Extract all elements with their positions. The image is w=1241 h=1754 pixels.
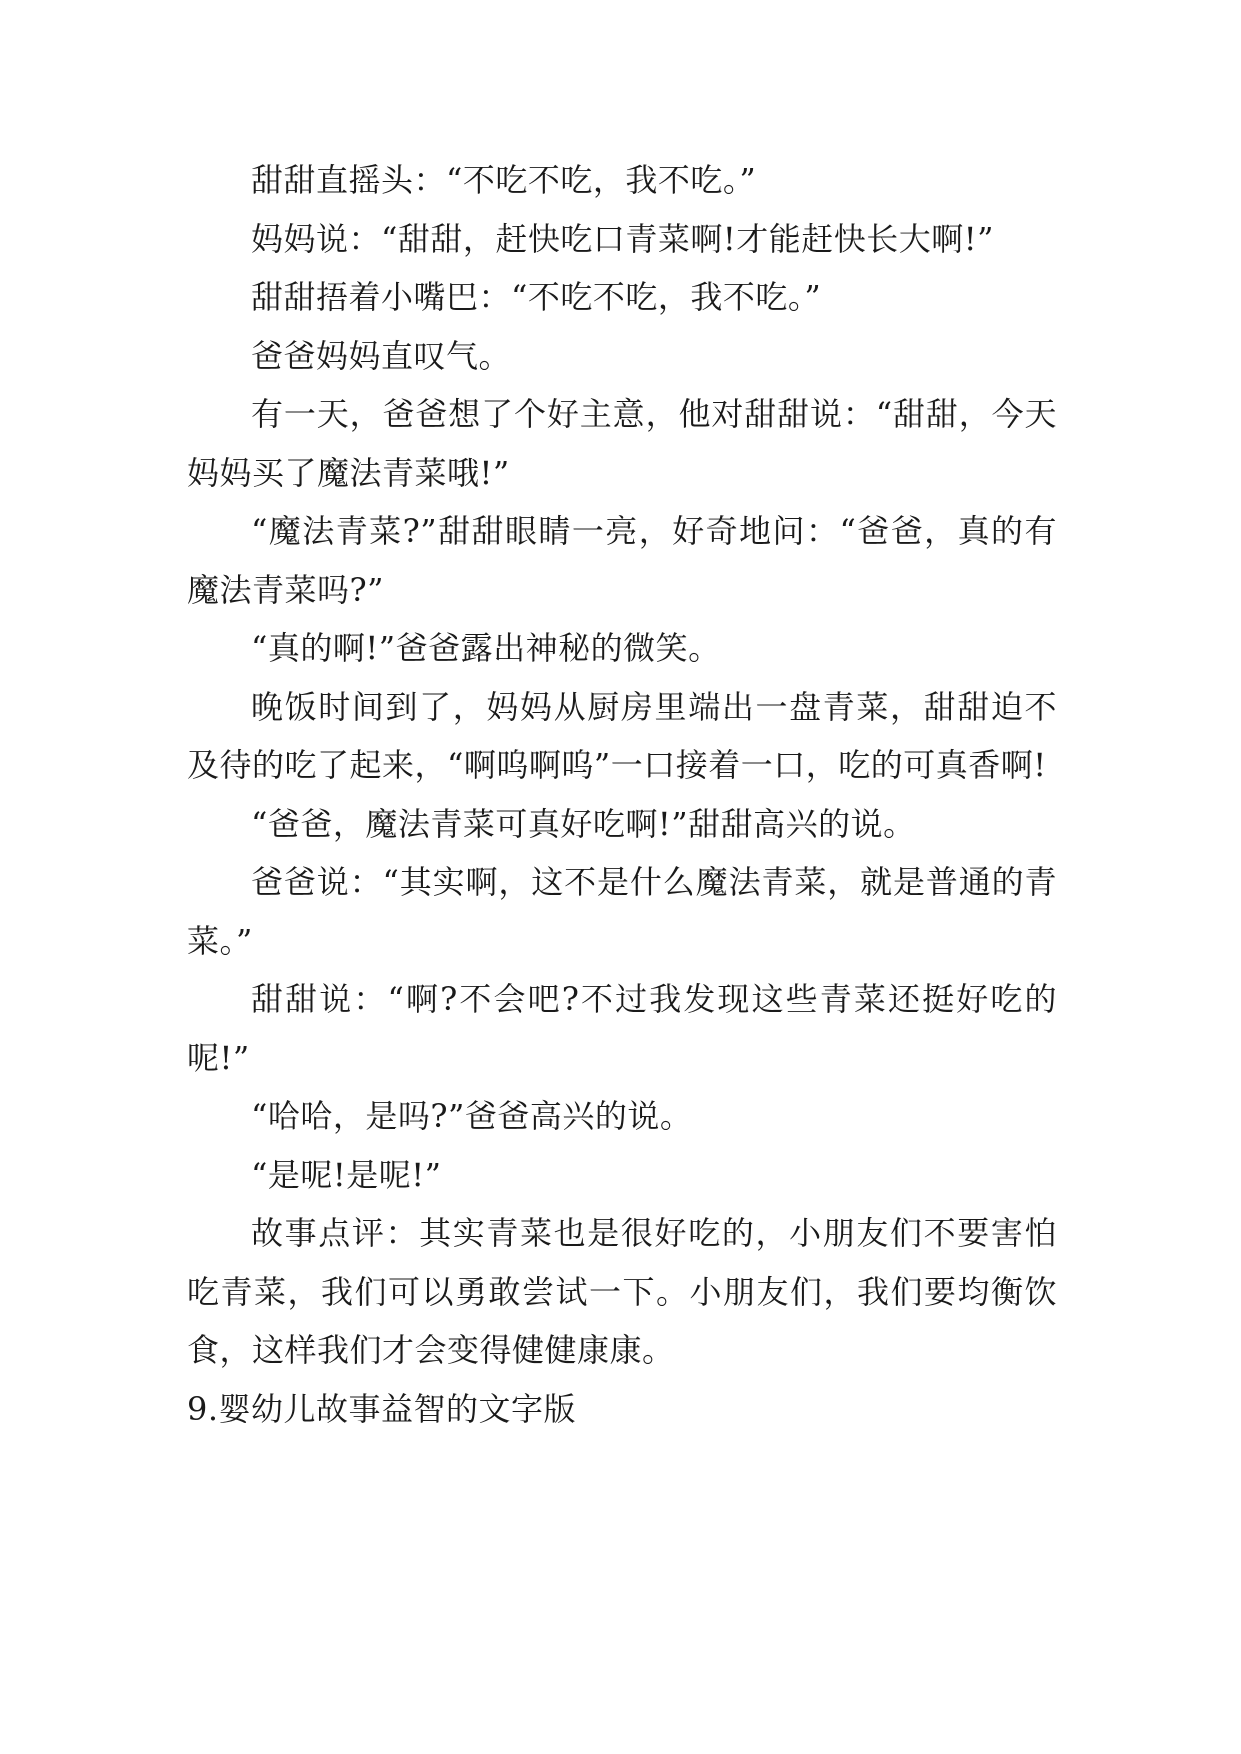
document-body — [187, 151, 1057, 1438]
section-heading: 9.婴幼儿故事益智的文字版 — [187, 1389, 577, 1428]
paragraph: 有一天，爸爸想了个好主意，他对甜甜说：“甜甜，今天妈妈买了魔法青菜哦!” — [187, 395, 1057, 492]
paragraph: “爸爸，魔法青菜可真好吃啊!”甜甜高兴的说。 — [251, 804, 916, 843]
paragraph: 甜甜说：“啊?不会吧?不过我发现这些青菜还挺好吃的呢!” — [187, 980, 1057, 1077]
paragraph: 甜甜捂着小嘴巴：“不吃不吃，我不吃。” — [251, 278, 822, 316]
paragraph: 甜甜直摇头：“不吃不吃，我不吃。” — [251, 161, 757, 199]
paragraph: 晚饭时间到了，妈妈从厨房里端出一盘青菜，甜甜迫不及待的吃了起来，“啊呜啊呜”一口接着一口，吃的可真香啊! — [187, 687, 1057, 784]
paragraph: 爸爸说：“其实啊，这不是什么魔法青菜，就是普通的青菜。” — [187, 863, 1057, 960]
paragraph: “魔法青菜?”甜甜眼睛一亮，好奇地问：“爸爸，真的有魔法青菜吗?” — [187, 512, 1057, 609]
paragraph: 妈妈说：“甜甜，赶快吃口青菜啊!才能赶快长大啊!” — [251, 219, 994, 258]
paragraph: “真的啊!”爸爸露出神秘的微笑。 — [251, 629, 721, 667]
paragraph: 故事点评：其实青菜也是很好吃的，小朋友们不要害怕吃青菜，我们可以勇敢尝试一下。小朋友们，我们要均衡饮食，这样我们才会变得健健康康。 — [187, 1214, 1057, 1369]
paragraph: “哈哈，是吗?”爸爸高兴的说。 — [251, 1097, 693, 1135]
paragraph: 爸爸妈妈直叹气。 — [251, 336, 512, 375]
paragraph: “是呢!是呢!” — [251, 1155, 442, 1194]
